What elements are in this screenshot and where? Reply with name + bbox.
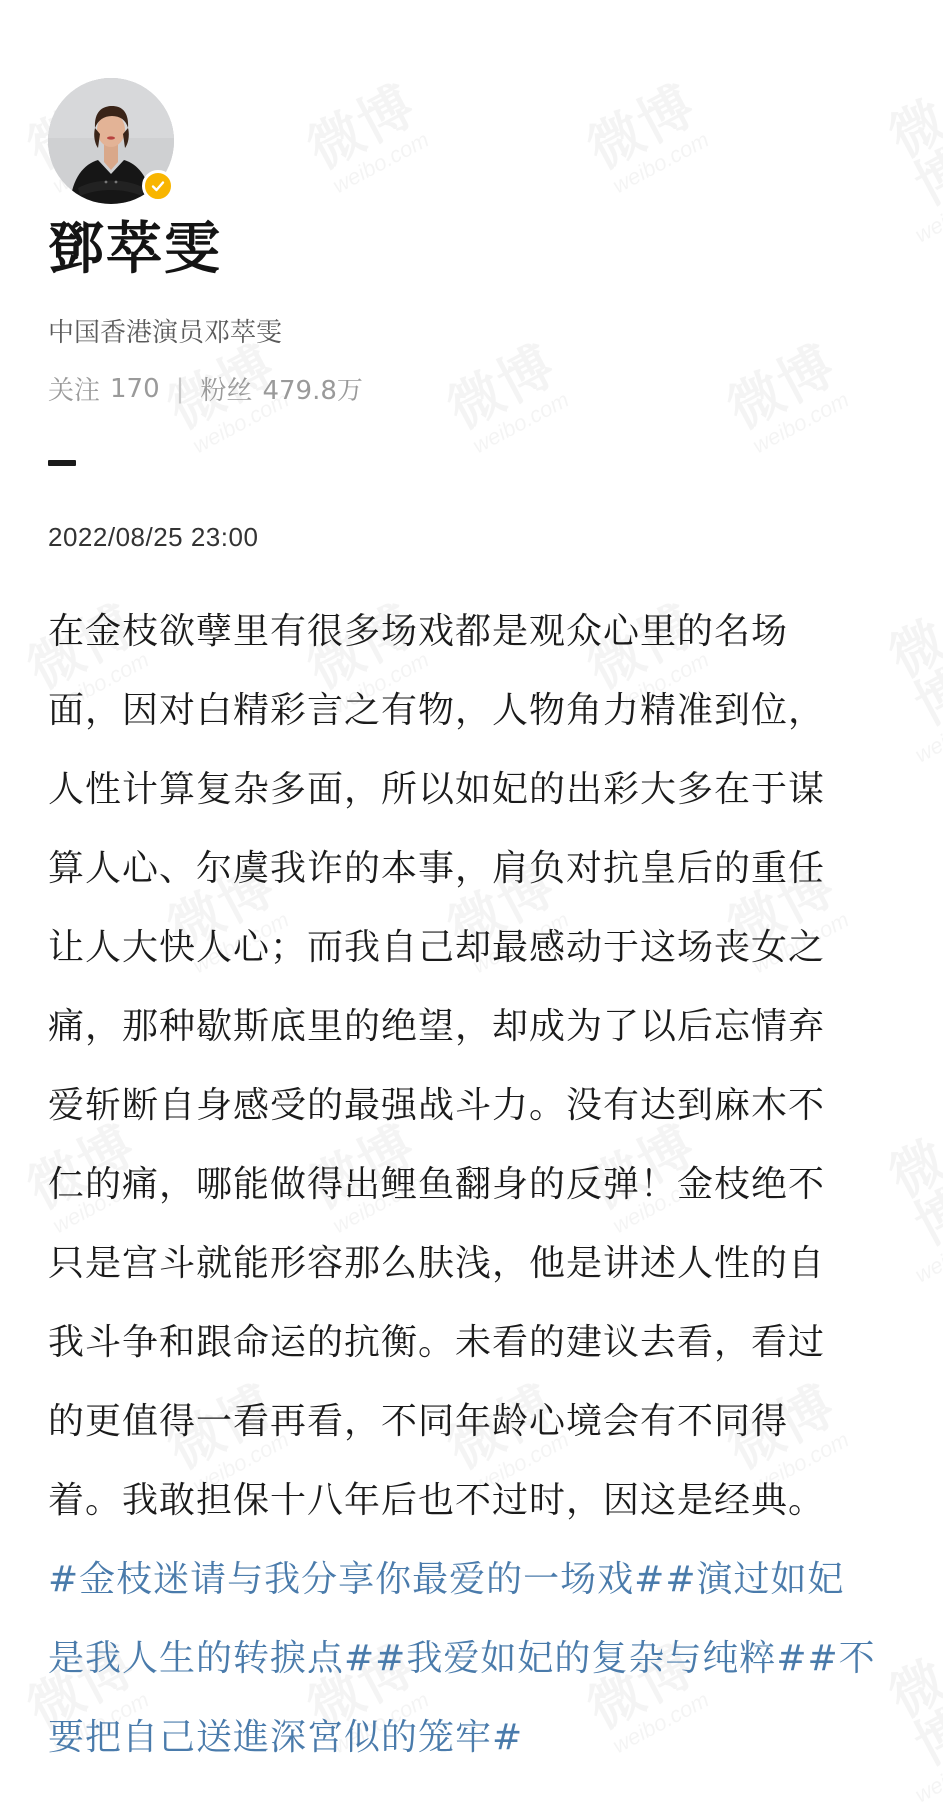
post-text-line: 我斗争和跟命运的抗衡。未看的建议去看，看过	[48, 1322, 826, 1363]
post-text-line: 只是宫斗就能形容那么肤浅，他是讲述人性的自	[48, 1243, 826, 1284]
avatar-container[interactable]	[48, 78, 174, 204]
post-text-line: 爱斩断自身感受的最强战斗力。没有达到麻木不	[48, 1085, 826, 1126]
post-text-line: 痛，那种歇斯底里的绝望，却成为了以后忘情弃	[48, 1006, 826, 1047]
weibo-watermark	[300, 77, 436, 198]
weibo-watermark	[440, 337, 576, 458]
profile-stats	[48, 370, 363, 407]
followers-label[interactable]: 粉丝	[200, 376, 253, 406]
hashtag-link[interactable]: 是我人生的转捩点##我爱如妃的复杂与纯粹##不	[48, 1638, 876, 1679]
post-text-line: 让人大快人心；而我自己却最感动于这场丧女之	[48, 927, 826, 968]
post-text-line: 的更值得一看再看，不同年龄心境会有不同得	[48, 1401, 789, 1442]
post-timestamp: 2022/08/25 23:00	[48, 522, 259, 552]
hashtag-link[interactable]: 要把自己送進深宮似的笼牢#	[48, 1717, 524, 1758]
post-text-line: 仁的痛，哪能做得出鲤鱼翻身的反弹！金枝绝不	[48, 1164, 826, 1205]
post-body	[48, 592, 898, 1777]
profile-name[interactable]: 鄧萃雯	[48, 217, 222, 282]
following-count[interactable]: 170	[110, 373, 160, 404]
stats-separator: |	[175, 373, 185, 404]
post-text-line: 人性计算复杂多面，所以如妃的出彩大多在于谋	[48, 769, 826, 810]
post-text-line: 算人心、尔虞我诈的本事，肩负对抗皇后的重任	[48, 848, 826, 889]
post-text-line: 在金枝欲孽里有很多场戏都是观众心里的名场	[48, 611, 789, 652]
hashtag-link[interactable]: #金枝迷请与我分享你最爱的一场戏##演过如妃	[48, 1559, 845, 1600]
followers-count[interactable]: 479.8万	[262, 376, 363, 406]
weibo-watermark	[580, 77, 716, 198]
post-text-line: 着。我敢担保十八年后也不过时，因这是经典。	[48, 1480, 826, 1521]
profile-bio: 中国香港演员邓萃雯	[48, 318, 283, 348]
verified-badge-icon	[142, 170, 174, 202]
post-text-line: 面，因对白精彩言之有物，人物角力精准到位，	[48, 690, 826, 731]
following-label[interactable]: 关注	[48, 376, 101, 406]
section-divider	[48, 460, 76, 466]
weibo-watermark	[860, 81, 943, 247]
weibo-watermark	[720, 337, 856, 458]
